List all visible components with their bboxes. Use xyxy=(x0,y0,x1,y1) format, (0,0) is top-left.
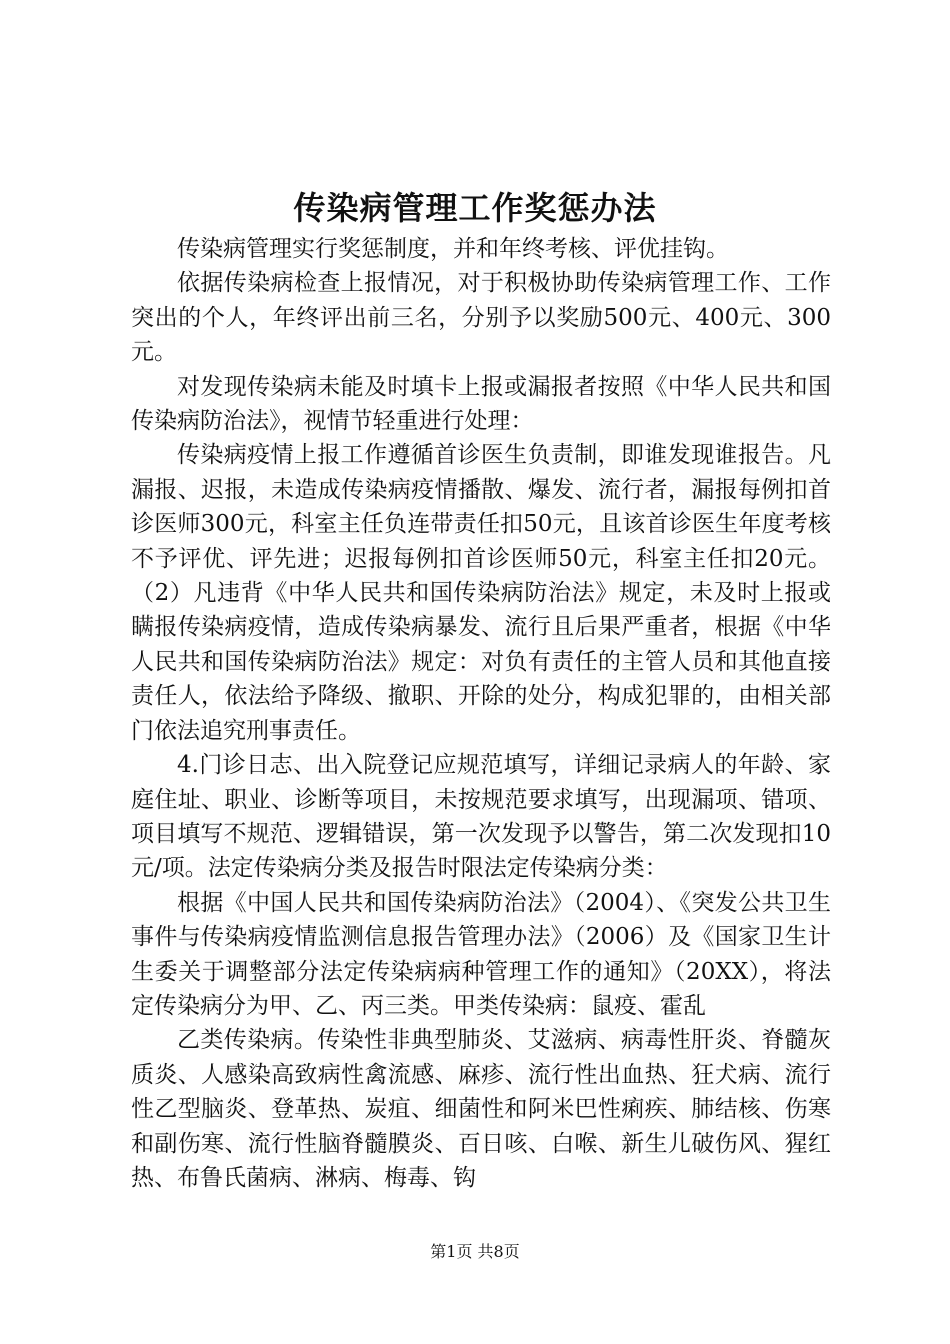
page-title: 传染病管理工作奖惩办法 xyxy=(293,189,657,227)
document-body xyxy=(131,232,831,1195)
page-number-footer: 第1页 共8页 xyxy=(430,1242,520,1261)
paragraph-7: 乙类传染病。传染性非典型肺炎、艾滋病、病毒性肝炎、脊髓灰质炎、人感染高致病性禽流感、麻疹、流行性出血热、狂犬病、流行性乙型脑炎、登革热、炭疽、细菌性和阿米巴性痢疾、肺结核、伤寒和副伤寒、流行性脑脊髓膜炎、百日咳、白喉、新生儿破伤风、猩红热、布鲁氏菌病、淋病、梅毒、钩 xyxy=(131,1027,831,1191)
paragraph-1: 传染病管理实行奖惩制度，并和年终考核、评优挂钩。 xyxy=(177,236,729,262)
paragraph-2: 依据传染病检查上报情况，对于积极协助传染病管理工作、工作突出的个人，年终评出前三名，分别予以奖励500元、400元、300元。 xyxy=(131,270,831,366)
paragraph-5: 4.门诊日志、出入院登记应规范填写，详细记录病人的年龄、家庭住址、职业、诊断等项目，未按规范要求填写，出现漏项、错项、项目填写不规范、逻辑错误，第一次发现予以警告，第二次发现扣10元/项。法定传染病分类及报告时限法定传染病分类： xyxy=(131,752,831,882)
paragraph-4: 传染病疫情上报工作遵循首诊医生负责制，即谁发现谁报告。凡漏报、迟报，未造成传染病疫情播散、爆发、流行者，漏报每例扣首诊医师300元，科室主任负连带责任扣50元，且该首诊医生年度考核不予评优、评先进；迟报每例扣首诊医师50元，科室主任扣20元。（2）凡违背《中华人民共和国传染病防治法》规定，未及时上报或瞒报传染病疫情，造成传染病暴发、流行且后果严重者，根据《中华人民共和国传染病防治法》规定：对负有责任的主管人员和其他直接责任人，依法给予降级、撤职、开除的处分，构成犯罪的，由相关部门依法追究刑事责任。 xyxy=(131,442,831,744)
paragraph-6: 根据《中国人民共和国传染病防治法》（2004）、《突发公共卫生事件与传染病疫情监测信息报告管理办法》（2006）及《国家卫生计生委关于调整部分法定传染病病种管理工作的通知》（20XX），将法定传染病分为甲、乙、丙三类。甲类传染病：鼠疫、霍乱 xyxy=(131,889,831,1019)
paragraph-3: 对发现传染病未能及时填卡上报或漏报者按照《中华人民共和国传染病防治法》，视情节轻重进行处理： xyxy=(131,373,831,435)
